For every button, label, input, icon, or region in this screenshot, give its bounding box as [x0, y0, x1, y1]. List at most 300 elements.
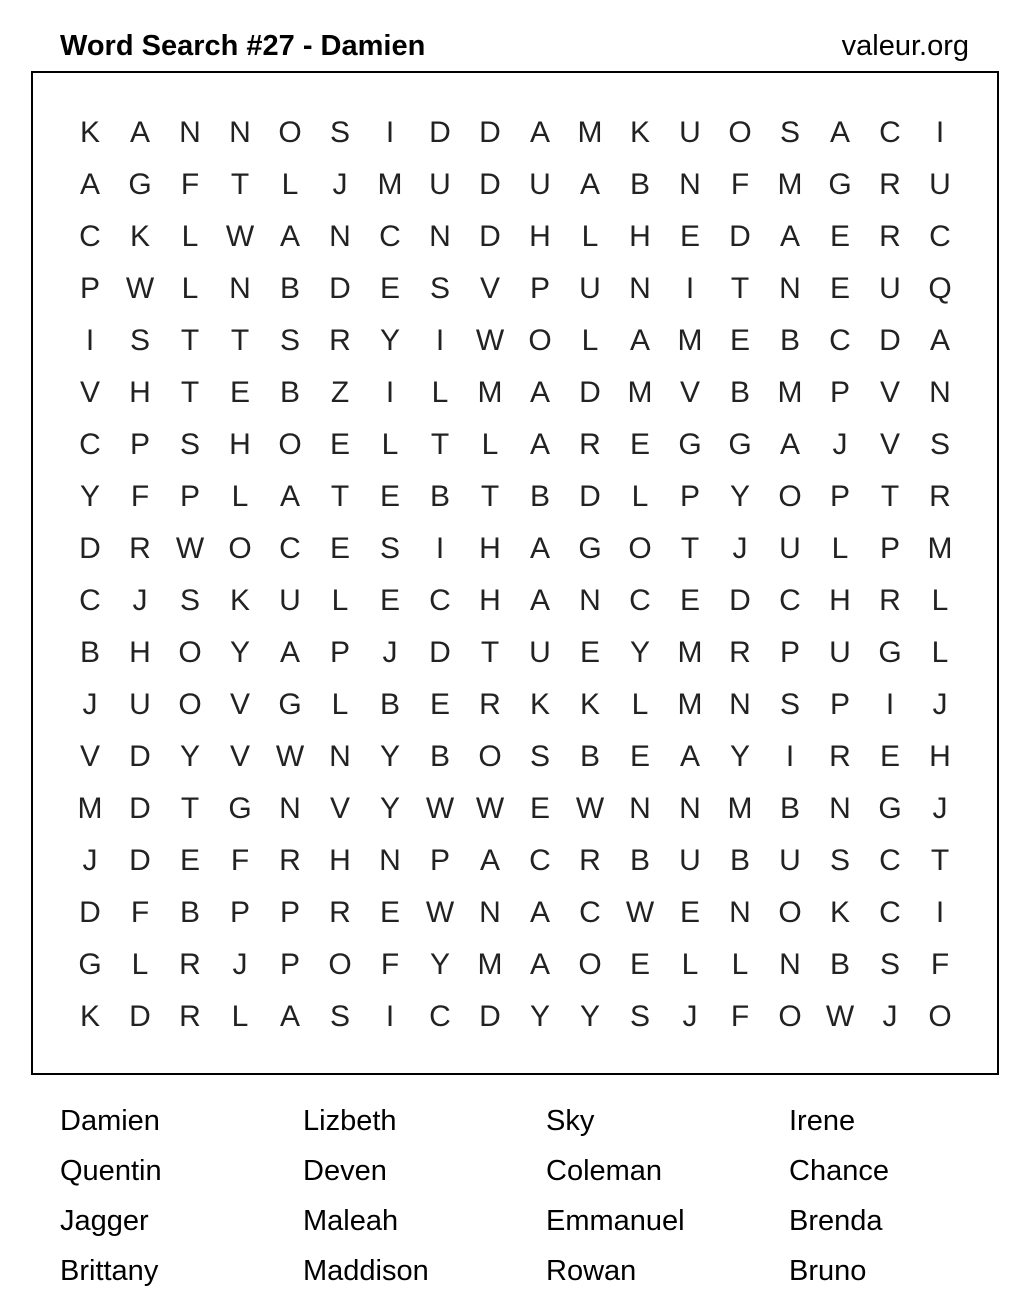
grid-letter: E: [679, 220, 700, 253]
grid-letter: L: [831, 532, 849, 565]
grid-letter: M: [577, 116, 603, 149]
word-list-item: Rowan: [546, 1255, 637, 1287]
grid-letter: M: [77, 792, 103, 825]
grid-letter: N: [329, 740, 351, 773]
grid-letter: F: [730, 1000, 750, 1033]
grid-letter: B: [629, 844, 650, 877]
grid-letter: D: [129, 792, 151, 825]
grid-letter: N: [229, 116, 251, 149]
grid-letter: E: [379, 272, 400, 305]
word-list-item: Brenda: [789, 1205, 883, 1237]
grid-letter: N: [279, 792, 301, 825]
grid-letter: E: [629, 428, 650, 461]
grid-letter: N: [829, 792, 851, 825]
grid-letter: D: [729, 584, 751, 617]
grid-letter: J: [932, 792, 948, 825]
grid-letter: M: [777, 168, 803, 201]
grid-letter: F: [180, 168, 200, 201]
grid-letter: I: [385, 116, 395, 149]
grid-letter: N: [779, 948, 801, 981]
word-list-item: Deven: [303, 1155, 387, 1187]
grid-letter: D: [79, 532, 101, 565]
grid-letter: R: [329, 896, 351, 929]
grid-letter: N: [479, 896, 501, 929]
grid-letter: S: [779, 116, 800, 149]
grid-letter: O: [478, 740, 502, 773]
grid-letter: V: [679, 376, 700, 409]
grid-letter: L: [181, 220, 199, 253]
grid-letter: O: [278, 116, 302, 149]
grid-letter: E: [629, 948, 650, 981]
grid-letter: U: [779, 532, 801, 565]
grid-letter: S: [179, 584, 200, 617]
grid-letter: A: [529, 896, 550, 929]
grid-letter: B: [379, 688, 400, 721]
grid-letter: C: [79, 584, 101, 617]
grid-letter: N: [329, 220, 351, 253]
grid-letter: A: [529, 948, 550, 981]
grid-letter: H: [329, 844, 351, 877]
grid-letter: J: [832, 428, 848, 461]
grid-letter: M: [477, 376, 503, 409]
grid-letter: N: [729, 688, 751, 721]
grid-letter: I: [685, 272, 695, 305]
word-list-item: Coleman: [546, 1155, 663, 1187]
grid-letter: Z: [330, 376, 350, 409]
grid-letter: L: [581, 324, 599, 357]
grid-letter: U: [679, 116, 701, 149]
grid-letter: D: [729, 220, 751, 253]
grid-letter: J: [82, 688, 98, 721]
grid-letter: N: [179, 116, 201, 149]
word-list-item: Brittany: [60, 1255, 159, 1287]
grid-letter: V: [879, 428, 900, 461]
grid-letter: L: [681, 948, 699, 981]
grid-letter: I: [385, 376, 395, 409]
grid-letter: R: [179, 1000, 201, 1033]
grid-letter: J: [732, 532, 748, 565]
grid-letter: W: [575, 792, 605, 825]
grid-letter: F: [930, 948, 950, 981]
grid-letter: O: [178, 688, 202, 721]
grid-letter: Y: [229, 636, 250, 669]
grid-letter: C: [429, 1000, 451, 1033]
grid-letter: V: [329, 792, 350, 825]
grid-letter: G: [578, 532, 602, 565]
grid-letter: N: [629, 272, 651, 305]
grid-letter: T: [180, 792, 200, 825]
grid-letter: Y: [729, 480, 750, 513]
grid-letter: O: [928, 1000, 952, 1033]
grid-letter: M: [677, 636, 703, 669]
grid-letter: T: [430, 428, 450, 461]
grid-letter: K: [229, 584, 250, 617]
grid-letter: D: [879, 324, 901, 357]
grid-letter: P: [829, 480, 850, 513]
grid-letter: E: [379, 584, 400, 617]
grid-letter: N: [679, 792, 701, 825]
grid-letter: A: [529, 116, 550, 149]
grid-letter: A: [79, 168, 100, 201]
grid-letter: L: [331, 584, 349, 617]
grid-letter: C: [79, 428, 101, 461]
grid-letter: C: [579, 896, 601, 929]
grid-letter: L: [231, 480, 249, 513]
grid-letter: R: [829, 740, 851, 773]
grid-letter: L: [581, 220, 599, 253]
grid-letter: S: [429, 272, 450, 305]
grid-letter: E: [629, 740, 650, 773]
grid-letter: I: [885, 688, 895, 721]
grid-letter: U: [829, 636, 851, 669]
grid-letter: D: [479, 116, 501, 149]
grid-letter: M: [677, 688, 703, 721]
grid-letter: P: [229, 896, 250, 929]
grid-letter: A: [579, 168, 600, 201]
grid-letter: G: [878, 792, 902, 825]
grid-letter: T: [480, 636, 500, 669]
grid-letter: R: [729, 636, 751, 669]
grid-letter: I: [385, 1000, 395, 1033]
site-name: valeur.org: [841, 30, 969, 62]
grid-letter: S: [929, 428, 950, 461]
grid-letter: T: [180, 376, 200, 409]
grid-letter: S: [779, 688, 800, 721]
grid-letter: U: [879, 272, 901, 305]
grid-letter: L: [731, 948, 749, 981]
grid-letter: C: [879, 844, 901, 877]
grid-letter: W: [225, 220, 255, 253]
grid-letter: E: [879, 740, 900, 773]
grid-letter: M: [677, 324, 703, 357]
grid-letter: L: [631, 480, 649, 513]
grid-letter: H: [129, 636, 151, 669]
grid-letter: C: [429, 584, 451, 617]
word-list-item: Damien: [60, 1105, 160, 1137]
grid-letter: G: [878, 636, 902, 669]
grid-letter: E: [829, 272, 850, 305]
grid-letter: A: [279, 1000, 300, 1033]
grid-letter: Y: [379, 324, 400, 357]
grid-letter: L: [131, 948, 149, 981]
grid-letter: W: [425, 792, 455, 825]
grid-letter: D: [329, 272, 351, 305]
word-list-item: Sky: [546, 1105, 595, 1137]
grid-letter: U: [779, 844, 801, 877]
grid-letter: C: [629, 584, 651, 617]
grid-letter: I: [85, 324, 95, 357]
grid-letter: B: [279, 376, 300, 409]
grid-letter: C: [529, 844, 551, 877]
grid-letter: E: [179, 844, 200, 877]
grid-letter: P: [179, 480, 200, 513]
grid-letter: W: [475, 792, 505, 825]
grid-letter: C: [929, 220, 951, 253]
grid-letter: B: [429, 740, 450, 773]
grid-letter: Y: [429, 948, 450, 981]
grid-letter: A: [779, 428, 800, 461]
grid-letter: O: [528, 324, 552, 357]
grid-letter: K: [79, 116, 100, 149]
word-list-item: Lizbeth: [303, 1105, 397, 1137]
grid-letter: B: [529, 480, 550, 513]
grid-letter: H: [229, 428, 251, 461]
grid-letter: L: [281, 168, 299, 201]
grid-letter: J: [332, 168, 348, 201]
grid-letter: A: [279, 480, 300, 513]
grid-letter: H: [929, 740, 951, 773]
grid-letter: C: [79, 220, 101, 253]
grid-letter: I: [785, 740, 795, 773]
grid-letter: C: [879, 896, 901, 929]
grid-letter: L: [381, 428, 399, 461]
grid-letter: A: [129, 116, 150, 149]
grid-letter: V: [229, 740, 250, 773]
grid-letter: D: [579, 376, 601, 409]
grid-letter: A: [529, 584, 550, 617]
grid-letter: Y: [529, 1000, 550, 1033]
grid-letter: R: [879, 220, 901, 253]
grid-letter: G: [278, 688, 302, 721]
grid-letter: B: [429, 480, 450, 513]
grid-letter: C: [879, 116, 901, 149]
grid-letter: W: [275, 740, 305, 773]
word-list-item: Jagger: [60, 1205, 149, 1237]
grid-letter: H: [479, 532, 501, 565]
grid-letter: O: [278, 428, 302, 461]
grid-letter: A: [629, 324, 650, 357]
grid-letter: M: [477, 948, 503, 981]
grid-letter: S: [179, 428, 200, 461]
grid-letter: R: [929, 480, 951, 513]
grid-letter: N: [679, 168, 701, 201]
grid-letter: A: [529, 428, 550, 461]
grid-letter: L: [431, 376, 449, 409]
grid-letter: H: [829, 584, 851, 617]
grid-letter: B: [729, 376, 750, 409]
grid-letter: R: [179, 948, 201, 981]
grid-letter: Q: [928, 272, 952, 305]
grid-letter: K: [129, 220, 150, 253]
grid-letter: W: [625, 896, 655, 929]
grid-letter: C: [379, 220, 401, 253]
grid-letter: E: [379, 896, 400, 929]
grid-letter: R: [879, 168, 901, 201]
grid-letter: Y: [729, 740, 750, 773]
grid-letter: Y: [379, 792, 400, 825]
grid-letter: D: [129, 740, 151, 773]
grid-letter: O: [628, 532, 652, 565]
grid-letter: U: [429, 168, 451, 201]
grid-letter: D: [429, 116, 451, 149]
grid-letter: T: [480, 480, 500, 513]
word-list-item: Chance: [789, 1155, 889, 1187]
grid-letter: A: [479, 844, 500, 877]
grid-letter: O: [178, 636, 202, 669]
grid-letter: U: [279, 584, 301, 617]
grid-letter: S: [879, 948, 900, 981]
grid-letter: B: [279, 272, 300, 305]
grid-letter: O: [578, 948, 602, 981]
grid-letter: A: [279, 636, 300, 669]
grid-letter: V: [879, 376, 900, 409]
grid-letter: N: [229, 272, 251, 305]
word-list-item: Irene: [789, 1105, 856, 1137]
grid-letter: J: [882, 1000, 898, 1033]
grid-letter: W: [425, 896, 455, 929]
grid-letter: V: [79, 376, 100, 409]
grid-letter: E: [679, 584, 700, 617]
grid-letter: U: [529, 636, 551, 669]
grid-letter: T: [230, 168, 250, 201]
grid-letter: D: [79, 896, 101, 929]
grid-letter: S: [529, 740, 550, 773]
grid-letter: D: [479, 1000, 501, 1033]
grid-letter: K: [79, 1000, 100, 1033]
grid-letter: M: [777, 376, 803, 409]
grid-letter: V: [479, 272, 500, 305]
grid-letter: E: [229, 376, 250, 409]
grid-letter: S: [379, 532, 400, 565]
word-list: [60, 1096, 1000, 1296]
grid-letter: J: [382, 636, 398, 669]
grid-letter: B: [79, 636, 100, 669]
grid-letter: B: [629, 168, 650, 201]
grid-letter: R: [479, 688, 501, 721]
grid-letter: J: [682, 1000, 698, 1033]
page-title: Word Search #27 - Damien: [60, 30, 426, 62]
grid-letter: A: [679, 740, 700, 773]
grid-letter: D: [129, 844, 151, 877]
grid-letter: E: [579, 636, 600, 669]
grid-letter: F: [130, 896, 150, 929]
grid-letter: M: [627, 376, 653, 409]
grid-letter: A: [279, 220, 300, 253]
grid-letter: P: [279, 948, 300, 981]
grid-letter: T: [880, 480, 900, 513]
grid-letter: F: [730, 168, 750, 201]
grid-letter: Y: [79, 480, 100, 513]
grid-letter: P: [429, 844, 450, 877]
grid-letter: L: [631, 688, 649, 721]
grid-letter: S: [129, 324, 150, 357]
grid-letter: E: [329, 428, 350, 461]
grid-letter: N: [579, 584, 601, 617]
grid-letter: B: [579, 740, 600, 773]
grid-letter: T: [330, 480, 350, 513]
grid-letter: A: [929, 324, 950, 357]
grid-letter: R: [129, 532, 151, 565]
grid-letter: P: [529, 272, 550, 305]
puzzle-box: [31, 71, 999, 1075]
grid-letter: E: [329, 532, 350, 565]
grid-letter: P: [329, 636, 350, 669]
grid-letter: B: [829, 948, 850, 981]
grid-letter: M: [377, 168, 403, 201]
word-list-item: Emmanuel: [546, 1205, 685, 1237]
grid-letter: I: [435, 532, 445, 565]
grid-letter: S: [329, 1000, 350, 1033]
word-list-item: Quentin: [60, 1155, 162, 1187]
grid-letter: A: [829, 116, 850, 149]
grid-letter: S: [279, 324, 300, 357]
grid-letter: B: [179, 896, 200, 929]
grid-letter: R: [579, 844, 601, 877]
grid-letter: F: [380, 948, 400, 981]
grid-letter: E: [529, 792, 550, 825]
grid-letter: L: [931, 584, 949, 617]
grid-letter: P: [829, 376, 850, 409]
grid-letter: I: [935, 896, 945, 929]
grid-letter: I: [435, 324, 445, 357]
grid-letter: J: [132, 584, 148, 617]
grid-letter: P: [879, 532, 900, 565]
grid-letter: K: [579, 688, 600, 721]
grid-letter: G: [728, 428, 752, 461]
grid-letter: N: [779, 272, 801, 305]
grid-letter: L: [331, 688, 349, 721]
grid-letter: H: [129, 376, 151, 409]
word-list-item: Maleah: [303, 1205, 399, 1237]
grid-letter: Y: [629, 636, 650, 669]
grid-letter: A: [779, 220, 800, 253]
grid-letter: T: [230, 324, 250, 357]
grid-letter: W: [475, 324, 505, 357]
grid-letter: B: [779, 792, 800, 825]
grid-letter: U: [129, 688, 151, 721]
grid-letter: U: [679, 844, 701, 877]
grid-letter: O: [778, 480, 802, 513]
grid-letter: F: [230, 844, 250, 877]
grid-letter: P: [279, 896, 300, 929]
grid-letter: G: [828, 168, 852, 201]
grid-letter: L: [931, 636, 949, 669]
word-list-item: Bruno: [789, 1255, 867, 1287]
grid-letter: S: [629, 1000, 650, 1033]
grid-letter: T: [180, 324, 200, 357]
grid-letter: W: [125, 272, 155, 305]
grid-letter: O: [778, 896, 802, 929]
grid-letter: B: [729, 844, 750, 877]
grid-letter: F: [130, 480, 150, 513]
grid-letter: E: [379, 480, 400, 513]
grid-letter: K: [629, 116, 650, 149]
grid-letter: P: [829, 688, 850, 721]
grid-letter: H: [629, 220, 651, 253]
grid-letter: G: [78, 948, 102, 981]
grid-letter: O: [728, 116, 752, 149]
grid-letter: J: [82, 844, 98, 877]
grid-letter: G: [228, 792, 252, 825]
grid-letter: N: [929, 376, 951, 409]
grid-letter: U: [929, 168, 951, 201]
grid-letter: P: [679, 480, 700, 513]
grid-letter: L: [231, 1000, 249, 1033]
grid-letter: V: [79, 740, 100, 773]
grid-letter: P: [129, 428, 150, 461]
grid-letter: S: [329, 116, 350, 149]
grid-letter: R: [879, 584, 901, 617]
grid-letter: E: [679, 896, 700, 929]
grid-letter: T: [680, 532, 700, 565]
grid-letter: N: [429, 220, 451, 253]
grid-letter: B: [779, 324, 800, 357]
grid-letter: U: [579, 272, 601, 305]
grid-letter: Y: [179, 740, 200, 773]
grid-letter: N: [379, 844, 401, 877]
grid-letter: N: [629, 792, 651, 825]
grid-letter: O: [778, 1000, 802, 1033]
